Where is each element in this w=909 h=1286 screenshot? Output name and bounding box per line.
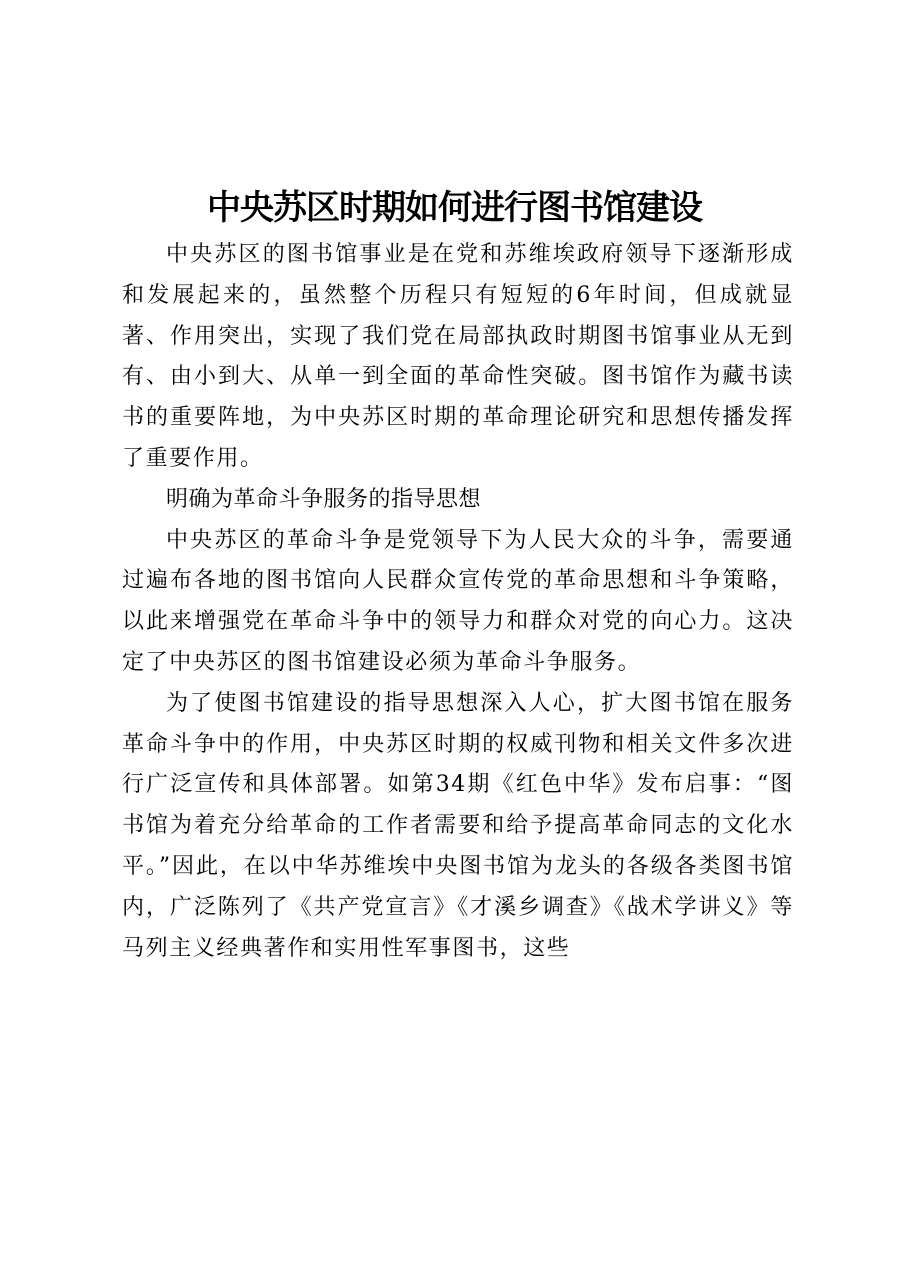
paragraph-guiding-ideology: 为了使图书馆建设的指导思想深入人心，扩大图书馆在服务革命斗争中的作用，中央苏区时期的权威刊物和相关文件多次进行广泛宣传和具体部署。如第34期《红色中华》发布启事：“图书馆为着充分给革命的工作者需要和给予提高革命同志的文化水平。”因此，在以中华苏维埃中央图书馆为龙头的各级各类图书馆内，广泛陈列了《共产党宣言》《才溪乡调查》《战术学讲义》等马列主义经典著作和实用性军事图书，这些 xyxy=(122,690,794,961)
document-title: 中央苏区时期如何进行图书馆建设 xyxy=(207,187,702,228)
section-heading: 明确为革命斗争服务的指导思想 xyxy=(166,486,482,512)
paragraph-intro: 中央苏区的图书馆事业是在党和苏维埃政府领导下逐渐形成和发展起来的，虽然整个历程只有短短的6年时间，但成就显著、作用突出，实现了我们党在局部执政时期图书馆事业从无到有、由小到大、从单一到全面的革命性突破。图书馆作为藏书读书的重要阵地，为中央苏区时期的革命理论研究和思想传播发挥了重要作用。 xyxy=(122,242,794,471)
paragraph-revolution-struggle: 中央苏区的革命斗争是党领导下为人民大众的斗争，需要通过遍布各地的图书馆向人民群众宣传党的革命思想和斗争策略，以此来增强党在革命斗争中的领导力和群众对党的向心力。这决定了中央苏区的图书馆建设必须为革命斗争服务。 xyxy=(122,527,794,675)
document-body xyxy=(122,235,794,969)
